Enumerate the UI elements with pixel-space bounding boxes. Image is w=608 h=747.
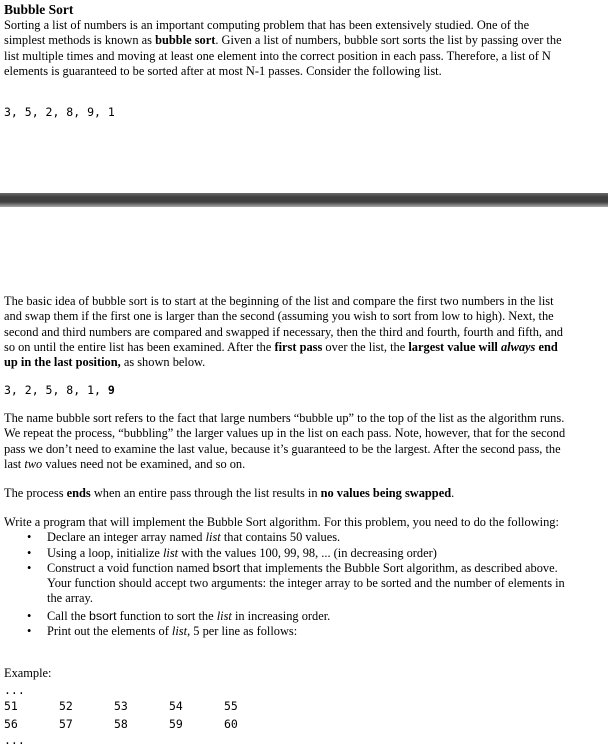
page-title: Bubble Sort bbox=[4, 2, 74, 17]
example-label: Example: bbox=[4, 666, 52, 680]
largest-value: 9 bbox=[107, 383, 115, 397]
bubble-sort-term: bubble sort bbox=[155, 33, 216, 48]
example-ellipsis-top: ... bbox=[4, 683, 25, 697]
section-intro bbox=[4, 2, 570, 79]
after-first-pass-list: 3, 2, 5, 8, 1, 9 bbox=[4, 383, 115, 397]
page-divider bbox=[0, 193, 608, 207]
bullet-icon: • bbox=[27, 624, 32, 639]
code-bsort: bsort bbox=[88, 608, 117, 623]
list-item: • Using a loop, initialize list with the values 100, 99, 98, ... (in decreasing order) bbox=[27, 545, 437, 560]
example-output bbox=[4, 698, 279, 734]
example-ellipsis-bottom: ... bbox=[4, 733, 25, 747]
bullet-icon: • bbox=[27, 530, 32, 545]
name-paragraph: The name bubble sort refers to the fact that large numbers “bubble up” to the top of the list as the algorithm runs. We repeat the process, “bubbling” the larger values up in the list on each pass. Note, however, that for the second pass we don’t need to examine the last value, because it’s guaranteed to be the largest. After the second pass, the last two values need not be examined, and so on. bbox=[4, 411, 566, 471]
initial-list: 3, 5, 2, 8, 9, 1 bbox=[4, 105, 115, 119]
example-row: 56 57 58 59 60 bbox=[4, 717, 238, 732]
basic-idea-paragraph: The basic idea of bubble sort is to start at the beginning of the list and compare the first two numbers in the list and swap them if the first one is larger than the second (assuming you wish to sort from low to high). Next, the second and third numbers are compared and swapped if necessary, then the third and fourth, fourth and fifth, and so on until the entire list has been examined. After the first pass over the list, the largest value will always end up in the last position, as shown below. bbox=[4, 294, 563, 370]
bullet-icon: • bbox=[27, 560, 32, 575]
bullet-icon: • bbox=[27, 545, 32, 560]
example-row: 51 52 53 54 55 bbox=[4, 699, 238, 714]
intro-paragraph: Sorting a list of numbers is an important computing problem that has been extensively studied. One of the simplest methods is known as bubble sort. Given a list of numbers, bubble sort sorts the list by passing over the list multiple times and moving at least one element into the correct position in each pass. Therefore, a list of N elements is guaranteed to be sorted after at most N-1 passes. Consider the following list. bbox=[4, 18, 562, 78]
requirements-list bbox=[4, 530, 570, 639]
task-section bbox=[4, 515, 570, 639]
list-item: • Construct a void function named bsort that implements the Bubble Sort algorithm, as described above. Your function should accept two arguments: the integer array to be sorted and the number of elements in the array. bbox=[27, 560, 565, 606]
list-item: • Print out the elements of list, 5 per line as follows: bbox=[27, 624, 298, 639]
code-bsort: bsort bbox=[212, 560, 241, 575]
bullet-icon: • bbox=[27, 608, 32, 623]
list-item: • Call the bsort function to sort the list in increasing order. bbox=[27, 608, 331, 623]
ends-paragraph: The process ends when an entire pass through the list results in no values being swapped. bbox=[4, 486, 455, 500]
list-item: • Declare an integer array named list that contains 50 values. bbox=[27, 530, 341, 545]
task-intro: Write a program that will implement the Bubble Sort algorithm. For this problem, you need to do the following: bbox=[4, 515, 559, 529]
